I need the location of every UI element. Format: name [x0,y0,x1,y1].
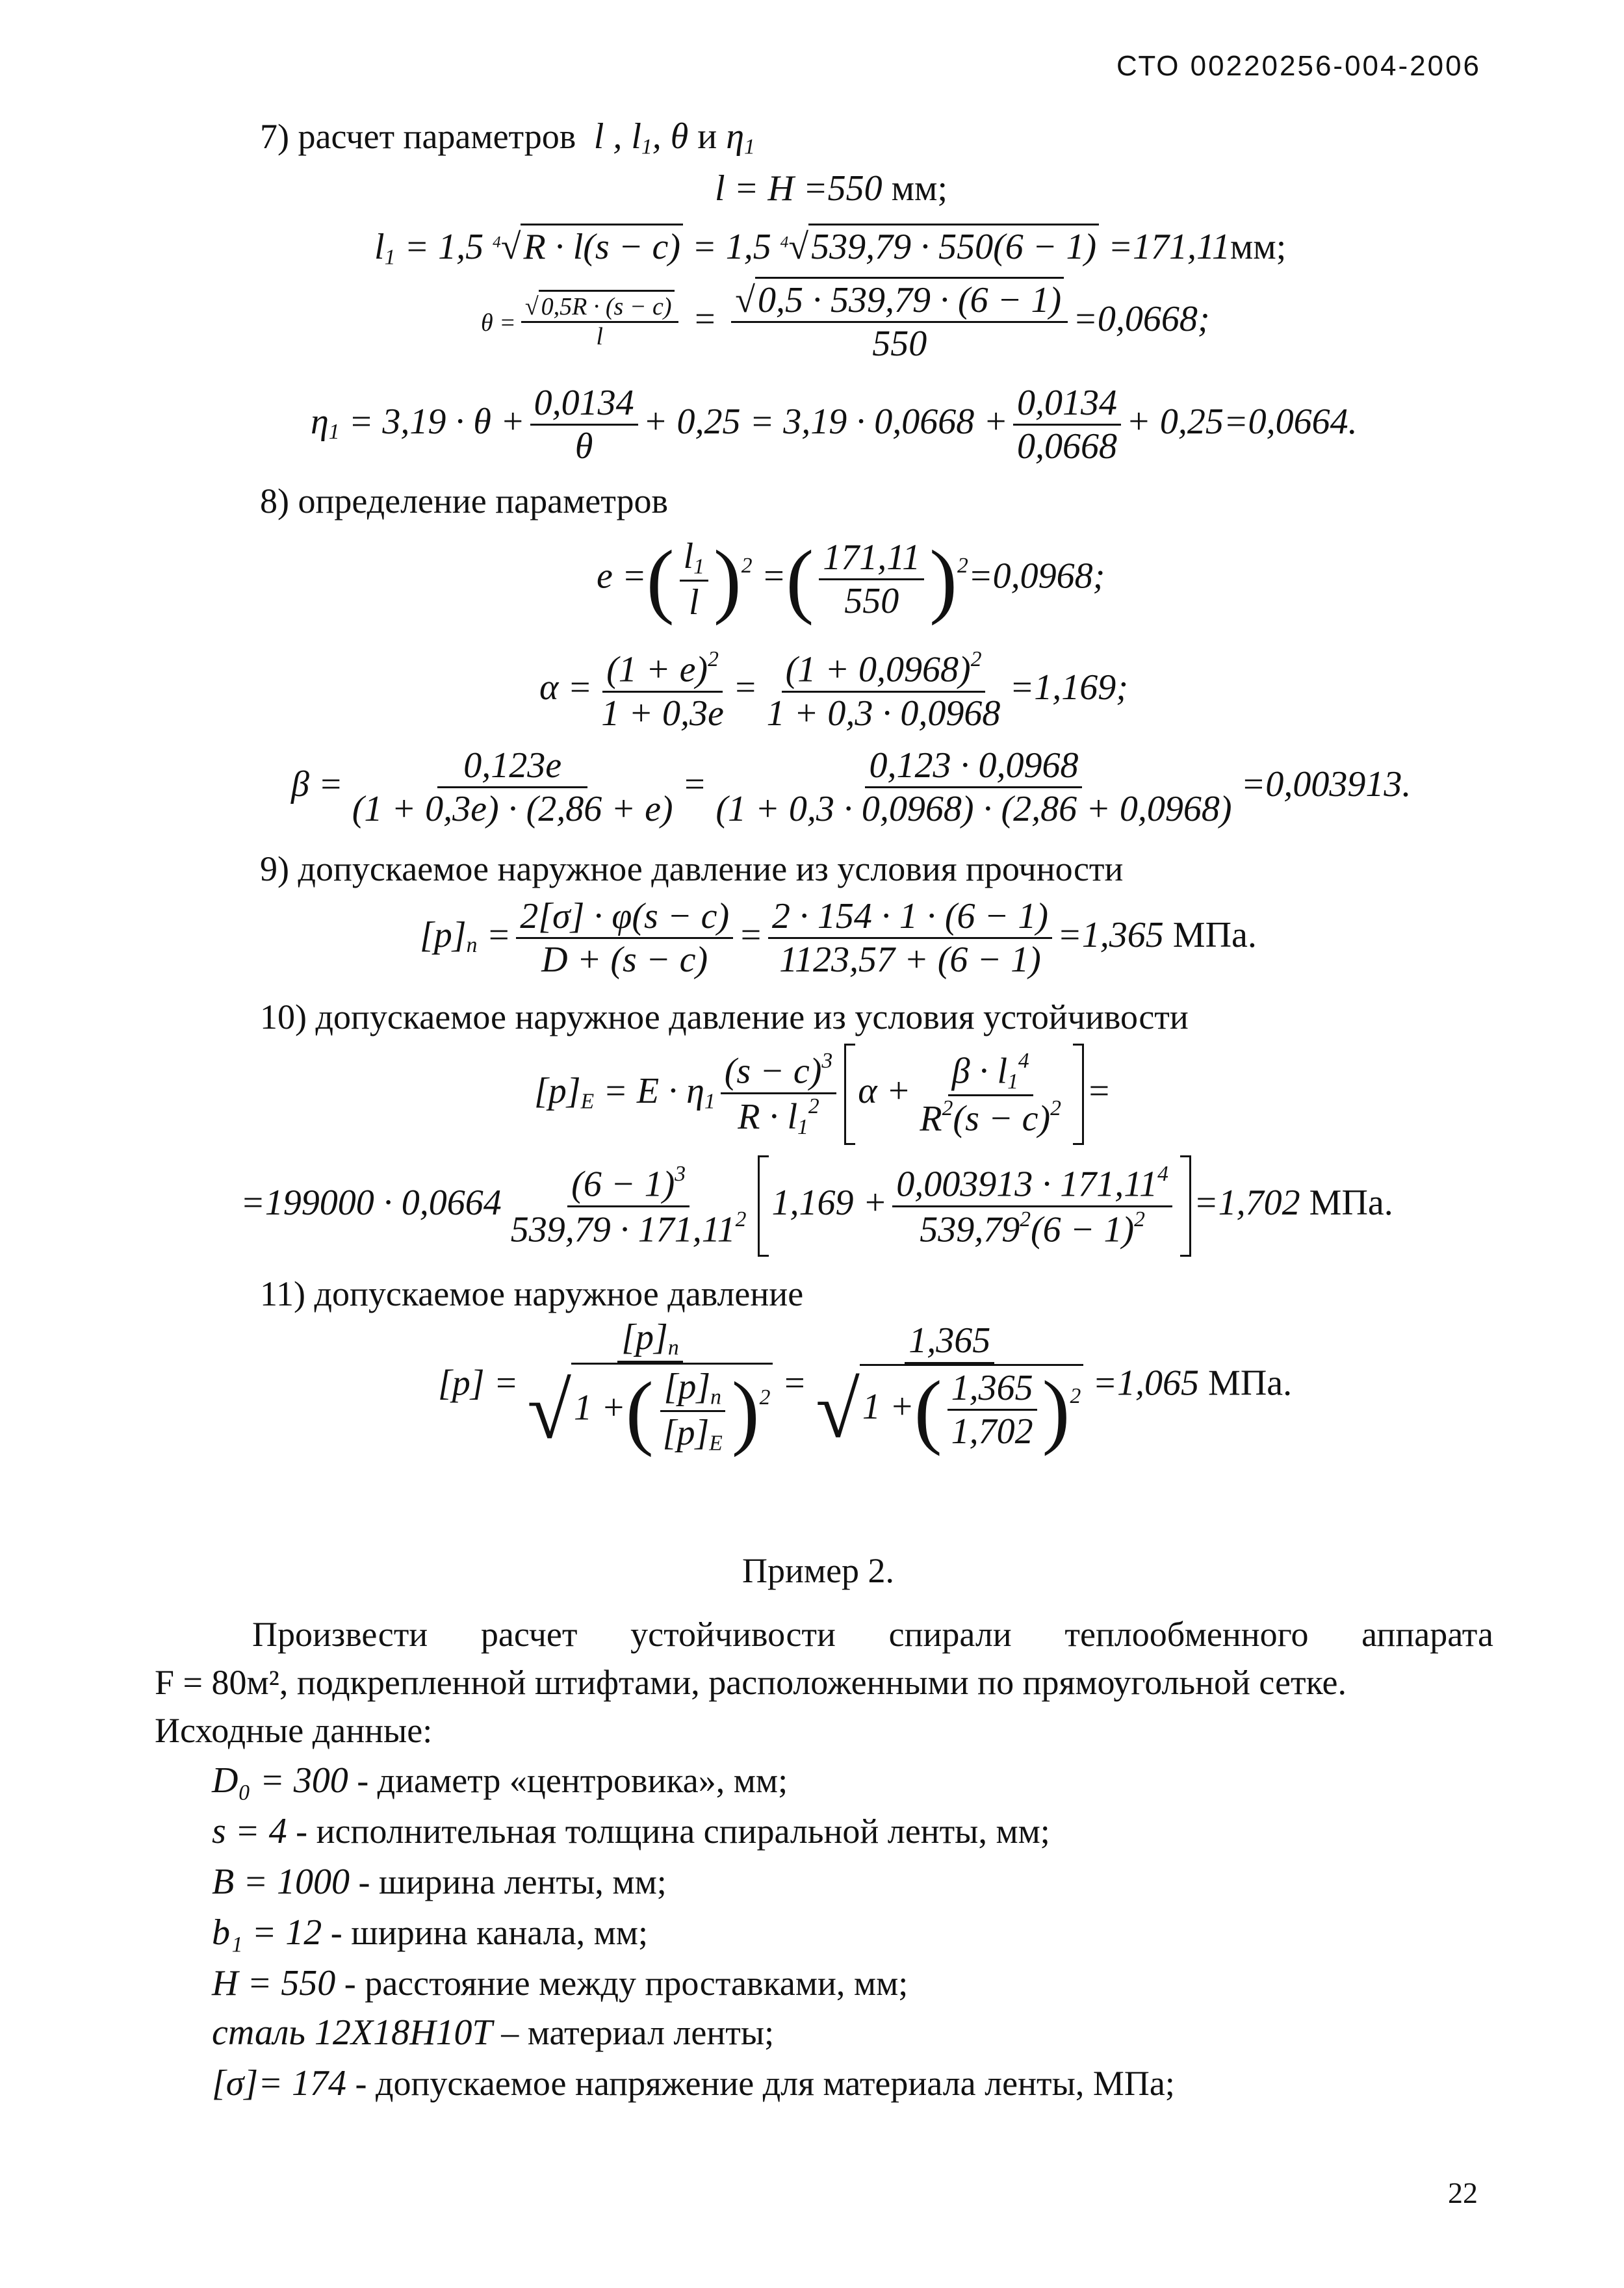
input-item [212,2065,1175,2102]
input-description: - ширина канала, мм; [322,1913,648,1952]
step11-heading: 11) допускаемое наружное давление [260,1274,804,1313]
example-para-line3: Исходные данные: [155,1711,433,1750]
input-symbol: b₁ = 12 [212,1912,322,1953]
formula-eta: $\eta_1 = 3,19 \cdot \theta$ + $\frac{0,0134}{\theta}$ + 0,25 = 3,19 · 0,0668 + $\frac{0,0134}{0,0668}$ + 0,25=0,0664. [311,383,1358,467]
step10-heading: 10) допускаемое наружное давление из условия устойчивости [260,997,1189,1036]
input-symbol: B = 1000 [212,1862,350,1902]
input-description: - исполнительная толщина спиральной ленты, мм; [287,1812,1050,1851]
input-item [212,2014,774,2051]
example-title: Пример 2. [742,1551,895,1590]
input-description: - допускаемое напряжение для материала ленты, МПа; [346,2064,1175,2103]
input-item [212,1965,908,2001]
example-para-line2: F = 80м², подкрепленной штифтами, расположенными по прямоугольной сетке. [155,1663,1347,1702]
step7-heading [260,118,755,158]
input-item [212,1864,667,1900]
input-item [212,1762,788,1799]
formula-alpha: α = $\frac{(1 + e)^2}{1 + 0,3e}$ = $\frac{(1 + 0,0968)^2}{1 + 0,3 \cdot 0,0968}$ =1,169; [539,647,1128,734]
input-symbol: H = 550 [212,1963,336,2003]
formula-l: l = H =550 мм; [715,168,948,209]
document-code: СТО 00220256-004-2006 [1116,50,1482,82]
input-description: - диаметр «центровика», мм; [348,1761,788,1800]
formula-pn: $[p]_п$ = $\frac{2[\sigma] \cdot \varphi(s - c)}{D + (s - c)}$ = $\frac{2 \cdot 154 \cdot 1 \cdot (6 - 1)}{1123,57 + (6 - 1)}$ =1,365 МПа. [420,896,1257,981]
input-symbol: s = 4 [212,1811,287,1851]
input-item [212,1813,1050,1849]
example-para-line1: Произвести расчет устойчивости спирали теплообменного аппарата [252,1615,1493,1654]
step9-heading: 9) допускаемое наружное давление из условия прочности [260,849,1124,888]
step7-heading-text: 7) расчет параметров [260,117,576,156]
step7-params: l , $l_1$, θ и $\eta_1$ [593,116,755,159]
formula-theta: θ = $\frac{√ 0,5R \cdot (s - c)}{l}$ = $\frac{√0,5 \cdot 539,79 \cdot (6 - 1)}{550}$ =0,0668; [481,279,1210,365]
page-number: 22 [1448,2176,1478,2209]
formula-beta: β = $\frac{0,123e}{(1 + 0,3e) \cdot (2,86 + e)}$ = $\frac{0,123 \cdot 0,0968}{(1 + 0,3 \cdot 0,0968) \cdot (2,86 + 0,0968)}$ =0,003913. [291,745,1411,830]
formula-e: e =( $\frac{l_1}{l}$ )$^2$ =( $\frac{171,11}{550}$ )$^2$=0,0968; [597,533,1105,626]
formula-p: [p] = $[p]_п$ √1 +( $\frac{[p]_п}{[p]_E}$ )$^2$ = 1,365 √1 +( $\frac{1,365}{1,702}$ )$^2$ =1,065 МПа. [438,1317,1293,1458]
input-symbol: сталь 12Х18Н10Т [212,2012,493,2053]
input-description: – материал ленты; [492,2013,775,2052]
formula-pe-line1: $[p]_E = E \cdot \eta_1$ $\frac{(s - c)^3}{R \cdot l_1^2}$ α + $\frac{\beta \cdot l_1^4}{R^2(s - c)^2}$ = [534,1044,1111,1145]
input-description: - расстояние между проставками, мм; [335,1964,909,2003]
input-item [212,1914,648,1951]
input-symbol: [σ]= 174 [212,2063,346,2103]
input-description: - ширина ленты, мм; [350,1862,667,1901]
step8-heading: 8) определение параметров [260,482,668,521]
formula-pe-line2: =199000 · 0,0664 $\frac{(6 - 1)^3}{539,79 \cdot 171,11^2}$ 1,169 + $\frac{0,003913 \cdot 171,11^4}{539,79^2(6 - 1)^2}$ =1,702 МПа. [240,1155,1393,1257]
input-symbol: D₀ = 300 [212,1760,348,1801]
formula-l1: $l_1 = 1,5$ $^4$√R · l(s − c) = 1,5 $^4$√539,79 · 550(6 − 1) =171,11мм; [374,229,1286,268]
